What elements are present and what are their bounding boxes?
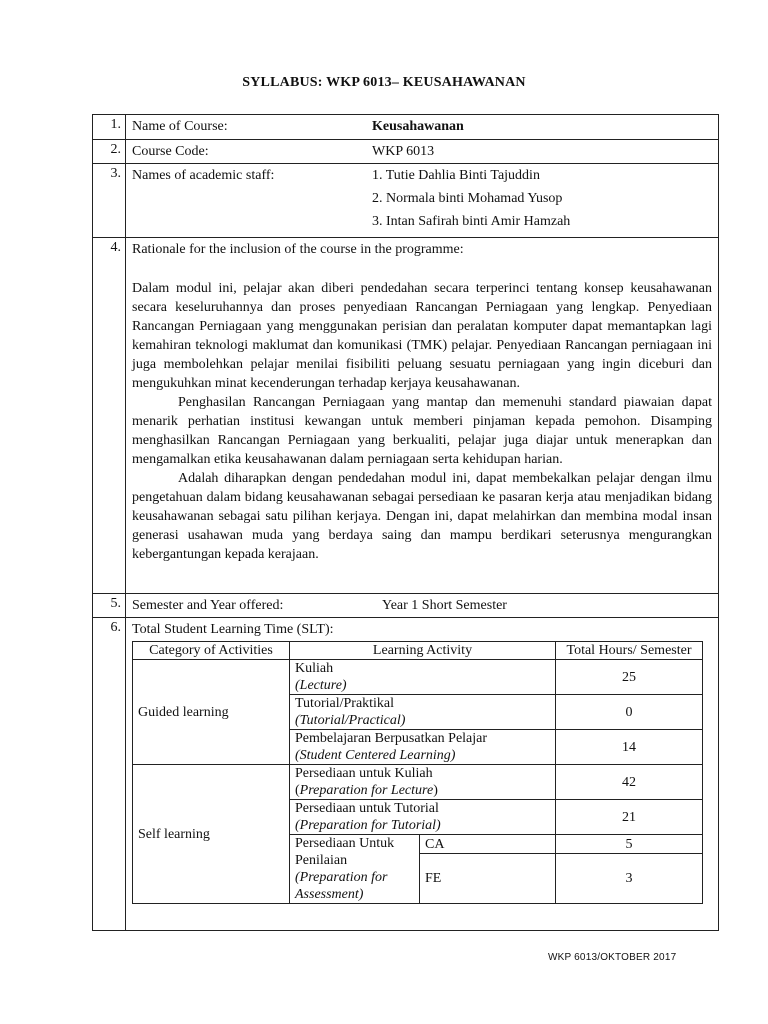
slt-header-row <box>133 642 703 660</box>
assessment-ca-label: CA <box>420 835 556 854</box>
paren-close: ) <box>433 783 438 798</box>
assessment-fe-hours: 3 <box>556 854 703 904</box>
staff-name: 3. Intan Safirah binti Amir Hamzah <box>372 214 571 229</box>
row-number: 3. <box>93 164 126 238</box>
activity-sub: (Preparation for Assessment) <box>295 870 388 902</box>
paren-open: ( <box>295 783 300 798</box>
row-course-name <box>93 115 719 140</box>
rationale-paragraph: Adalah diharapkan dengan pendedahan modul ini, dapat membekalkan pelajar dengan ilmu pengetahuan dalam bidang keusahawanan sebagai persediaan ke pasaran kerja atau menjadikan bidang keusahawanan sebagai satu pilihan kerjaya. Dengan ini, dapat melahirkan dan membina modal insan generasi usahawan muda yang berdaya saing dan mampu berdikari seterusnya mengurangkan kebergantungan kepada kerajaan. <box>132 471 712 562</box>
page-footer: WKP 6013/OKTOBER 2017 <box>548 952 677 963</box>
activity-sub: (Tutorial/Practical) <box>295 713 406 728</box>
category-self: Self learning <box>133 765 290 904</box>
staff-name: 2. Normala binti Mohamad Yusop <box>372 191 563 206</box>
row-rationale <box>93 238 719 594</box>
activity-sub: Preparation for Lecture <box>299 783 434 798</box>
category-guided: Guided learning <box>133 660 290 765</box>
slt-header: Total Hours/ Semester <box>556 642 703 660</box>
activity-hours: 21 <box>556 800 703 835</box>
row-number: 6. <box>93 618 126 931</box>
course-code-label: Course Code: <box>132 144 209 159</box>
activity-main: Persediaan untuk Tutorial <box>295 801 439 816</box>
activity-sub: (Preparation for Tutorial) <box>295 818 441 833</box>
course-name-value: Keusahawanan <box>372 119 464 134</box>
learning-activity <box>290 730 556 765</box>
row-number: 1. <box>93 115 126 140</box>
course-name-label: Name of Course: <box>132 119 228 134</box>
assessment-fe-label: FE <box>420 854 556 904</box>
row-number: 5. <box>93 594 126 618</box>
activity-hours: 25 <box>556 660 703 695</box>
activity-hours: 14 <box>556 730 703 765</box>
row-course-code <box>93 140 719 164</box>
learning-activity <box>290 835 420 904</box>
slt-heading: Total Student Learning Time (SLT): <box>132 622 334 637</box>
activity-main: Pembelajaran Berpusatkan Pelajar <box>295 731 488 746</box>
activity-main: Persediaan untuk Kuliah <box>295 766 433 781</box>
row-academic-staff <box>93 164 719 238</box>
semester-label: Semester and Year offered: <box>132 598 284 613</box>
slt-row <box>133 660 703 695</box>
activity-hours: 42 <box>556 765 703 800</box>
activity-main: Persediaan Untuk Penilaian <box>295 836 395 868</box>
activity-sub: (Lecture) <box>295 678 347 693</box>
document-title: SYLLABUS: WKP 6013– KEUSAHAWANAN <box>242 75 526 90</box>
rationale-paragraph: Dalam modul ini, pelajar akan diberi pendedahan secara terperinci tentang konsep keusahawanan secara keseluruhannya dan proses penyediaan Rancangan Perniagaan yang lengkap. Penyediaan Rancangan Perniagaan yang menggunakan perisian dan peralatan komputer dapat memantapkan lagi kemahiran teknologi maklumat dan komunikasi (TMK) pelajar. Penyediaan Rancangan perniagaan ini juga membolehkan pelajar menilai fisibiliti peluang sesuatu perniagaan yang ingin diceburi dan mengukuhkan minat kecenderungan terhadap kerjaya keusahawanan. <box>132 281 712 391</box>
learning-activity <box>290 695 556 730</box>
slt-table <box>132 641 703 904</box>
rationale-heading: Rationale for the inclusion of the course in the programme: <box>132 242 464 257</box>
slt-row <box>133 765 703 800</box>
learning-activity <box>290 800 556 835</box>
course-code-value: WKP 6013 <box>372 144 435 159</box>
activity-hours: 0 <box>556 695 703 730</box>
syllabus-table <box>92 114 719 931</box>
academic-staff-list <box>372 166 712 235</box>
activity-sub: (Student Centered Learning) <box>295 748 456 763</box>
learning-activity <box>290 660 556 695</box>
rationale-paragraph: Penghasilan Rancangan Perniagaan yang mantap dan memenuhi standard piawaian dapat menarik perhatian institusi kewangan untuk memberi pinjaman kepada pemohon. Disamping menghasilkan Rancangan Perniagaan yang berkualiti, pelajar juga diajar untuk menerapkan dan mengamalkan etika keusahawanan dalam perniagaan serta kehidupan harian. <box>132 395 712 467</box>
row-slt <box>93 618 719 931</box>
assessment-ca-hours: 5 <box>556 835 703 854</box>
slt-header: Learning Activity <box>290 642 556 660</box>
slt-header: Category of Activities <box>133 642 290 660</box>
row-number: 4. <box>93 238 126 594</box>
row-number: 2. <box>93 140 126 164</box>
row-semester <box>93 594 719 618</box>
staff-name: 1. Tutie Dahlia Binti Tajuddin <box>372 168 540 183</box>
activity-main: Kuliah <box>295 661 334 676</box>
activity-main: Tutorial/Praktikal <box>295 696 395 711</box>
semester-value: Year 1 Short Semester <box>382 598 507 613</box>
learning-activity <box>290 765 556 800</box>
academic-staff-label: Names of academic staff: <box>132 168 275 183</box>
